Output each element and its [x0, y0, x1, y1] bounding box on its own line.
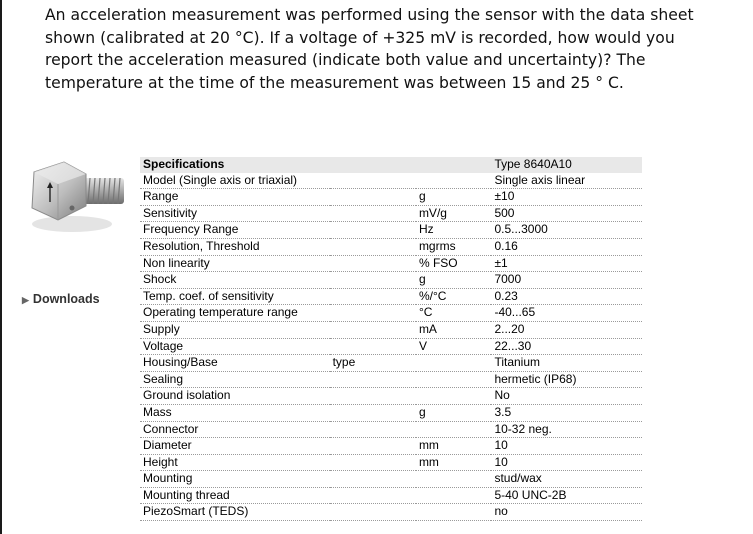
spec-unit	[416, 487, 492, 504]
spec-value: ±10	[491, 189, 642, 206]
table-row	[140, 205, 642, 222]
spec-label: Diameter	[140, 438, 330, 455]
table-row	[140, 321, 642, 338]
spec-label: Sensitivity	[140, 205, 330, 222]
table-row	[140, 189, 642, 206]
spec-value: -40...65	[491, 305, 642, 322]
table-row	[140, 238, 642, 255]
spec-note	[330, 272, 416, 289]
spec-label: Range	[140, 189, 330, 206]
spec-value: 0.16	[491, 238, 642, 255]
table-row	[140, 288, 642, 305]
specifications-heading: Specifications	[140, 157, 330, 173]
table-row	[140, 272, 642, 289]
header-spacer	[416, 157, 492, 173]
spec-note	[330, 487, 416, 504]
spec-value: 5-40 UNC-2B	[491, 487, 642, 504]
table-row	[140, 454, 642, 471]
table-row	[140, 421, 642, 438]
question-text: An acceleration measurement was performed using the sensor with the data sheet shown (calibrated at 20 °C). If a voltage of +325 mV is recorded, how would you report the acceleration measured (indicate both value and uncertainty)? The temperature at the time of the measurement was between 15 and 25 ° C.	[45, 6, 694, 92]
spec-unit: g	[416, 189, 492, 206]
table-row	[140, 305, 642, 322]
spec-value: no	[491, 504, 642, 521]
spec-value: 500	[491, 205, 642, 222]
spec-value: 3.5	[491, 404, 642, 421]
spec-note: type	[330, 355, 416, 372]
spec-label: Operating temperature range	[140, 305, 330, 322]
type-heading: Type 8640A10	[491, 157, 642, 173]
spec-note	[330, 305, 416, 322]
spec-unit	[416, 173, 492, 189]
spec-label: Ground isolation	[140, 388, 330, 405]
spec-label: Housing/Base	[140, 355, 330, 372]
table-row	[140, 504, 642, 521]
table-row	[140, 487, 642, 504]
spec-note	[330, 471, 416, 488]
specifications-table	[140, 157, 642, 521]
spec-value: 22...30	[491, 338, 642, 355]
spec-label: Frequency Range	[140, 222, 330, 239]
spec-note	[330, 238, 416, 255]
spec-unit: % FSO	[416, 255, 492, 272]
spec-value: stud/wax	[491, 471, 642, 488]
spec-unit	[416, 471, 492, 488]
spec-label: Mounting thread	[140, 487, 330, 504]
spec-value: hermetic (IP68)	[491, 371, 642, 388]
spec-label: Temp. coef. of sensitivity	[140, 288, 330, 305]
spec-unit: Hz	[416, 222, 492, 239]
spec-note	[330, 371, 416, 388]
header-spacer	[330, 157, 416, 173]
spec-note	[330, 454, 416, 471]
spec-value: 7000	[491, 272, 642, 289]
table-row	[140, 438, 642, 455]
spec-unit: g	[416, 404, 492, 421]
spec-value: 0.5...3000	[491, 222, 642, 239]
spec-label: Height	[140, 454, 330, 471]
spec-note	[330, 504, 416, 521]
table-row	[140, 471, 642, 488]
downloads-link[interactable]	[22, 292, 100, 306]
spec-note	[330, 438, 416, 455]
table-row	[140, 404, 642, 421]
spec-value: 10-32 neg.	[491, 421, 642, 438]
left-border	[0, 0, 2, 534]
spec-value: 0.23	[491, 288, 642, 305]
table-row	[140, 388, 642, 405]
table-header-row	[140, 157, 642, 173]
table-row	[140, 355, 642, 372]
spec-value: No	[491, 388, 642, 405]
table-row	[140, 371, 642, 388]
spec-label: Shock	[140, 272, 330, 289]
spec-unit: mgrms	[416, 238, 492, 255]
spec-value: 2...20	[491, 321, 642, 338]
table-row	[140, 222, 642, 239]
spec-note	[330, 205, 416, 222]
table-row	[140, 338, 642, 355]
spec-value: 10	[491, 454, 642, 471]
spec-note	[330, 173, 416, 189]
spec-unit: mV/g	[416, 205, 492, 222]
spec-label: Non linearity	[140, 255, 330, 272]
spec-note	[330, 404, 416, 421]
spec-value: ±1	[491, 255, 642, 272]
spec-unit: mA	[416, 321, 492, 338]
table-row	[140, 255, 642, 272]
spec-note	[330, 189, 416, 206]
spec-unit: °C	[416, 305, 492, 322]
spec-label: PiezoSmart (TEDS)	[140, 504, 330, 521]
spec-value: Titanium	[491, 355, 642, 372]
spec-label: Model (Single axis or triaxial)	[140, 173, 330, 189]
spec-note	[330, 321, 416, 338]
spec-note	[330, 288, 416, 305]
triangle-right-icon: ▶	[22, 295, 29, 305]
table-row	[140, 173, 642, 189]
spec-label: Mounting	[140, 471, 330, 488]
spec-unit	[416, 421, 492, 438]
spec-unit	[416, 504, 492, 521]
spec-label: Connector	[140, 421, 330, 438]
accelerometer-sensor-image	[22, 158, 132, 238]
spec-value: 10	[491, 438, 642, 455]
spec-label: Mass	[140, 404, 330, 421]
downloads-label: Downloads	[32, 292, 100, 306]
spec-unit: g	[416, 272, 492, 289]
spec-unit	[416, 371, 492, 388]
spec-label: Sealing	[140, 371, 330, 388]
spec-unit: mm	[416, 454, 492, 471]
spec-note	[330, 338, 416, 355]
spec-note	[330, 388, 416, 405]
spec-note	[330, 421, 416, 438]
spec-label: Resolution, Threshold	[140, 238, 330, 255]
spec-note	[330, 222, 416, 239]
spec-unit	[416, 355, 492, 372]
spec-unit	[416, 388, 492, 405]
spec-note	[330, 255, 416, 272]
spec-unit: %/°C	[416, 288, 492, 305]
spec-label: Supply	[140, 321, 330, 338]
spec-value: Single axis linear	[491, 173, 642, 189]
spec-label: Voltage	[140, 338, 330, 355]
spec-unit: V	[416, 338, 492, 355]
spec-unit: mm	[416, 438, 492, 455]
